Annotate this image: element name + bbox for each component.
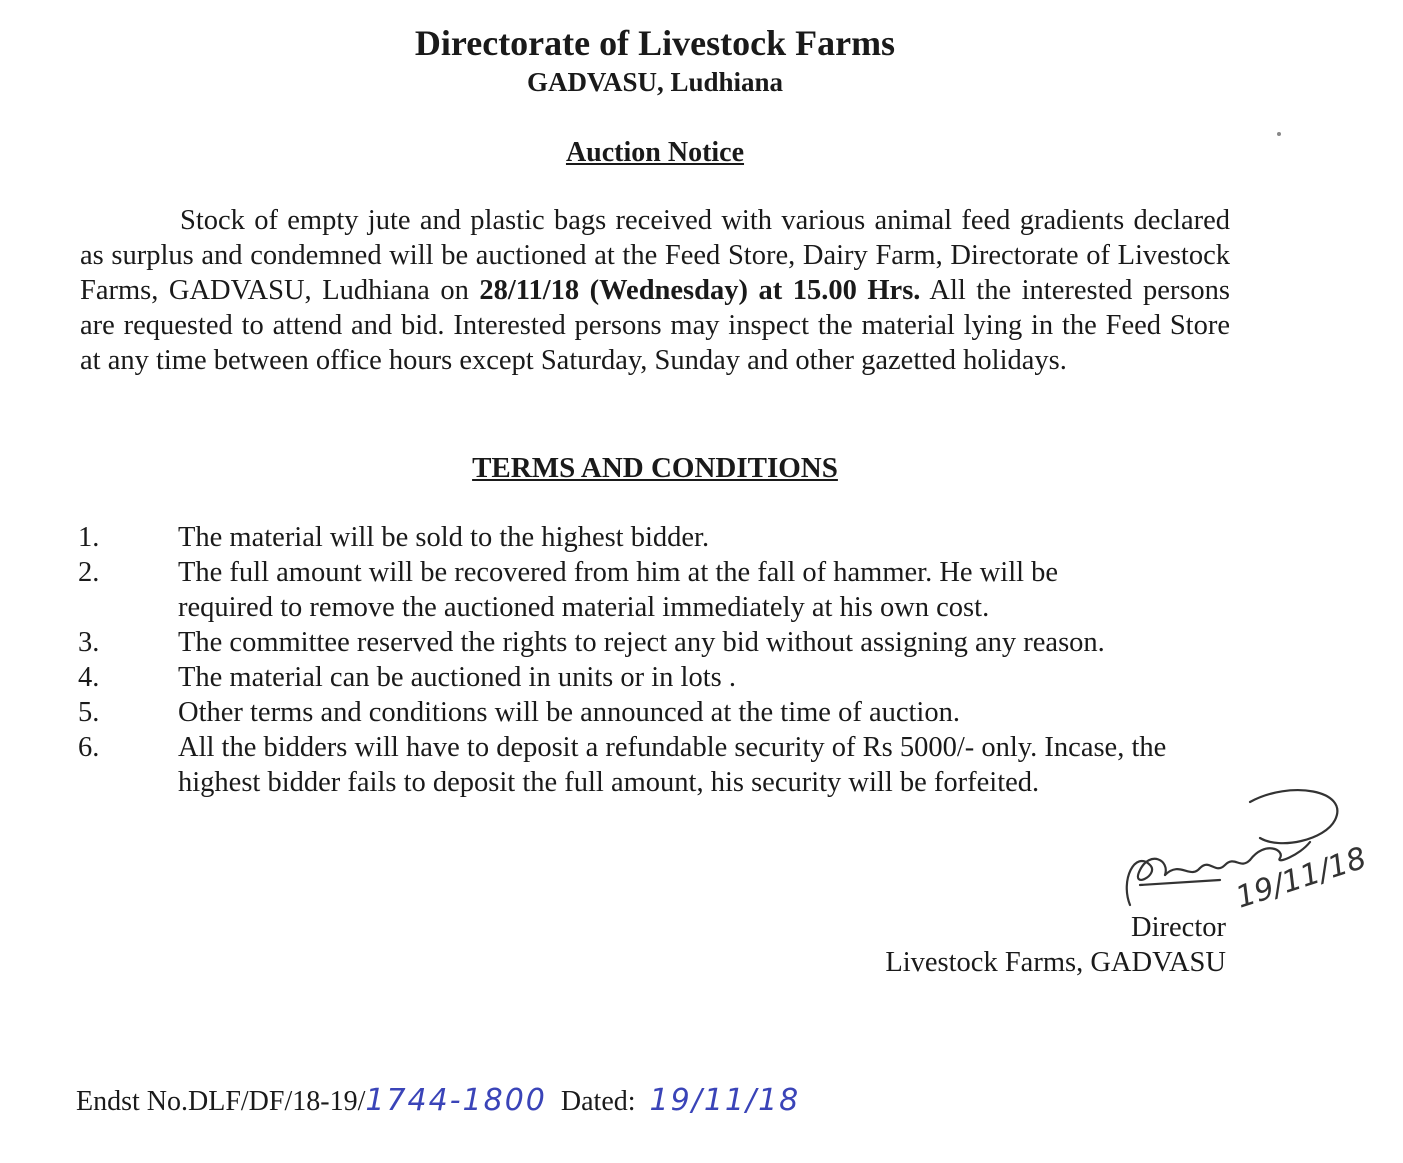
paper-speck: [1277, 132, 1281, 136]
term-item: [78, 660, 1238, 695]
endorsement-label: Endst No.DLF/DF/18-19/: [76, 1086, 366, 1117]
endorsement-number: 1744-1800: [365, 1083, 547, 1118]
term-number: 5.: [78, 697, 100, 728]
paragraph-text-2: All the interested persons are requested to attend and bid. Interested persons may inspect the material lying in the Feed Store at any time between office hours except Saturday, Sunday and other gazetted holidays.: [80, 275, 1231, 376]
term-number: 1.: [78, 522, 100, 553]
term-text: The committee reserved the rights to reject any bid without assigning any reason.: [178, 627, 1105, 658]
term-number: 6.: [78, 732, 100, 763]
dated-label: Dated:: [560, 1086, 636, 1117]
signature-date: 19/11/18: [1231, 840, 1371, 916]
handwritten-signature: [1110, 780, 1390, 920]
notice-heading: Auction Notice: [565, 137, 745, 168]
term-item: [78, 695, 1238, 730]
document-title: Directorate of Livestock Farms: [414, 23, 896, 63]
endorsement-line: [76, 1083, 800, 1118]
signature-scribble-icon: [1110, 780, 1390, 920]
term-text: The material can be auctioned in units or in lots .: [178, 662, 736, 693]
term-text: The full amount will be recovered from him at the fall of hammer. He will be required to remove the auctioned material immediately at his own cost.: [178, 557, 1059, 623]
term-number: 4.: [78, 662, 100, 693]
terms-heading: TERMS AND CONDITIONS: [472, 452, 838, 484]
terms-list: [78, 520, 1238, 800]
term-item: [78, 730, 1238, 800]
notice-paragraph: [80, 203, 1230, 378]
term-item: [78, 625, 1238, 660]
dated-value: 19/11/18: [649, 1083, 801, 1118]
signatory-office: Livestock Farms, GADVASU: [885, 947, 1226, 978]
term-item: [78, 520, 1238, 555]
term-text: All the bidders will have to deposit a refundable security of Rs 5000/- only. Incase, the highest bidder fails to deposit the full amount, his security will be forfeited.: [178, 732, 1167, 798]
signatory-block: [856, 910, 1226, 980]
document-subtitle: GADVASU, Ludhiana: [526, 67, 784, 97]
paragraph-text-1: Stock of empty jute and plastic bags received with various animal feed gradients declared as surplus and condemned will be auctioned at the Feed Store, Dairy Farm, Directorate of Livestock Farms, GADVASU, Ludhiana on: [80, 205, 1230, 306]
auction-date-time: 28/11/18 (Wednesday) at 15.00 Hrs.: [479, 275, 921, 306]
term-item: [78, 555, 1238, 625]
term-number: 2.: [78, 557, 100, 588]
term-text: Other terms and conditions will be announced at the time of auction.: [178, 697, 960, 728]
signatory-designation: Director: [1131, 912, 1226, 943]
term-number: 3.: [78, 627, 100, 658]
term-text: The material will be sold to the highest bidder.: [178, 522, 710, 553]
